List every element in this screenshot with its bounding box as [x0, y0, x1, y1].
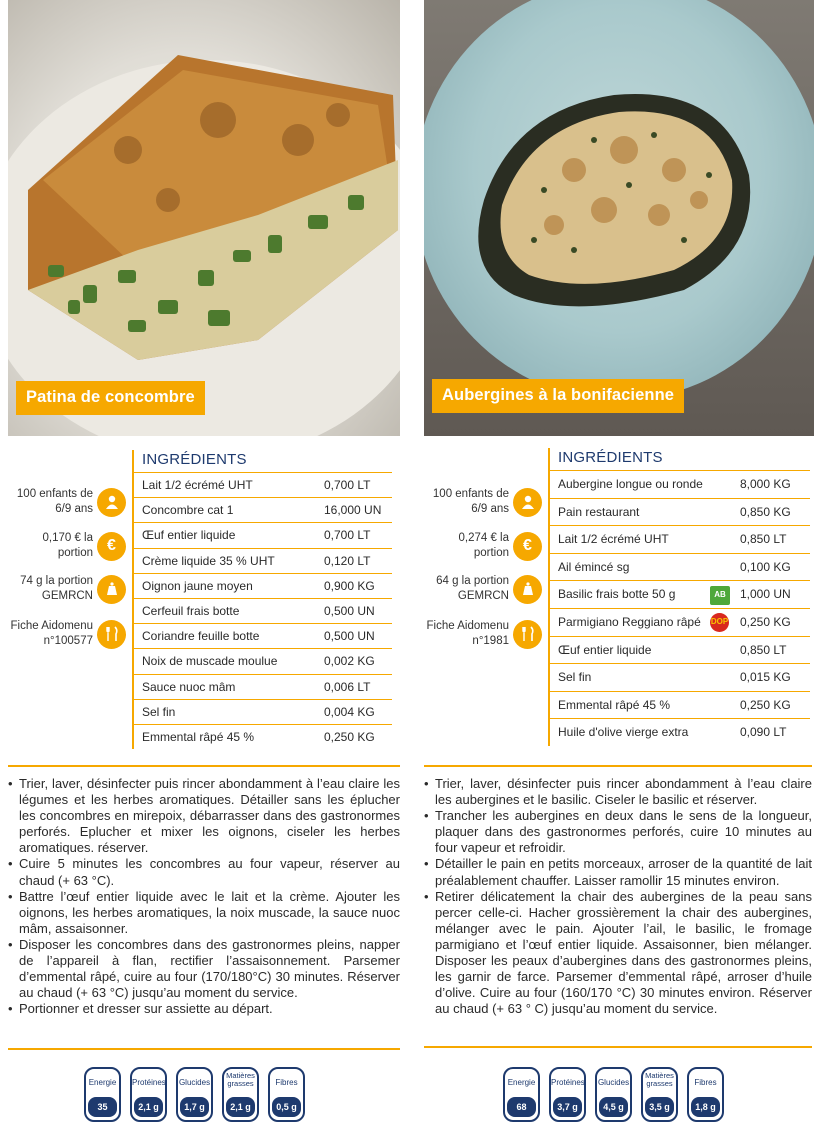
nutrition-item — [84, 1067, 121, 1132]
ingredient-quantity: 0,250 KG — [740, 697, 791, 712]
meta-fiche-text: Fiche Aidomenu n°100577 — [10, 620, 93, 647]
preparation-step: • Retirer délicatement la chair des aubergines de la peau sans percer celle-ci. Hacher grossièrement la chair des aubergines, mélanger avec le pain. Ajouter l’ail, le basilic, le fromage parmigiano et l’œuf entier liquide. Assaisonner, bien mélanger. Disposer les peaux d’aubergines dans des gastronormes pleins, les garnir de farce. Parsemer d’emmental râpé, arroser d’huile d’olive. Cuire au four (160/170 °C) 30 minutes environ. Réserver au chaud (+ 63 ° C) jusqu’au moment du service. — [424, 889, 812, 1018]
preparation-step: • Disposer les concombres dans des gastronormes pleins, napper de l’appareil à flan, rectifier l’assaisonnement. Parsemer d’emmental râpé, cuire au four (170/180°C) 30 minutes. Réserver au chaud (+ 63 °C) jusqu’au moment du service. — [8, 937, 400, 1001]
ingredient-quantity: 0,700 LT — [324, 528, 371, 543]
preparation-step: • Battre l’œuf entier liquide avec le lait et la crème. Ajouter les oignons, les herbes aromatiques, la noix muscade, la sauce nuoc mâm, assaisonner. — [8, 889, 400, 937]
children-icon — [97, 488, 126, 517]
preparation-steps — [424, 765, 812, 1017]
ingredient-row — [550, 525, 810, 553]
nutrition-item — [222, 1067, 259, 1122]
recipe-photo-patina — [8, 0, 400, 436]
nutrition-value: 35 kcal — [88, 1097, 117, 1117]
ingredient-row — [134, 623, 392, 648]
ingredient-name: Aubergine longue ou ronde — [558, 477, 703, 491]
ingredients-title: INGRÉDIENTS — [558, 449, 663, 466]
ingredient-row — [550, 608, 810, 636]
nutrition-value: 3,5 g — [645, 1097, 674, 1117]
meta-price-text: 0,170 € la portion — [42, 532, 93, 559]
ingredient-quantity: 16,000 UN — [324, 503, 382, 518]
ingredient-name: Crème liquide 35 % UHT — [142, 553, 275, 568]
meta-portion-text: 74 g la portion GEMRCN — [20, 575, 93, 602]
nutrition-item — [503, 1067, 540, 1132]
nutrition-value: 1,8 g — [691, 1097, 720, 1117]
children-icon — [513, 488, 542, 517]
preparation-step: • Détailler le pain en petits morceaux, arroser de la quantité de lait préalablement chauffer. Laisser ramollir 15 minutes environ. — [424, 856, 812, 888]
recipe-card-aubergines — [424, 0, 814, 1132]
nutrition-label: Energie — [88, 1078, 117, 1087]
recipe-info — [8, 436, 400, 746]
recipe-info — [424, 436, 814, 746]
ingredients-title: INGRÉDIENTS — [142, 451, 247, 468]
ingredient-quantity: 8,000 KG — [740, 477, 791, 491]
nutrition-value: 2,1 g — [226, 1097, 255, 1117]
ingredient-name: Emmental râpé 45 % — [142, 729, 255, 744]
ingredient-quantity: 0,250 KG — [740, 614, 791, 629]
ingredient-name: Concombre cat 1 — [142, 503, 234, 518]
ingredient-row — [134, 573, 392, 598]
ingredient-name: Sauce nuoc mâm — [142, 679, 236, 694]
nutrition-value: 68 kcal — [507, 1097, 536, 1117]
ingredient-name: Coriandre feuille botte — [142, 629, 260, 644]
scale-icon — [513, 575, 542, 604]
ingredient-name: Sel fin — [558, 670, 592, 685]
ingredient-quantity: 0,015 KG — [740, 670, 791, 685]
ingredient-quantity: 0,004 KG — [324, 704, 375, 719]
patina-dish-image — [8, 0, 400, 436]
meta-fiche — [5, 619, 126, 649]
meta-price-text: 0,274 € la portion — [458, 532, 509, 559]
ingredient-row — [134, 699, 392, 724]
nutrition-item — [687, 1067, 724, 1122]
ingredient-quantity: 0,120 LT — [324, 553, 371, 568]
ingredient-quantity: 0,850 KG — [740, 504, 791, 519]
preparation-steps — [8, 765, 400, 1017]
ingredient-quantity: 0,700 LT — [324, 478, 371, 492]
ingredient-quantity: 0,006 LT — [324, 679, 371, 694]
ingredient-quantity: 0,850 LT — [740, 642, 787, 657]
ingredients-list — [132, 450, 392, 749]
ingredient-name: Cerfeuil frais botte — [142, 603, 240, 618]
recipe-card-patina — [8, 0, 400, 1132]
ingredient-name: Parmigiano Reggiano râpé — [558, 614, 701, 629]
meta-fiche-text: Fiche Aidomenu n°1981 — [426, 620, 509, 647]
ingredient-quantity: 1,000 UN — [740, 587, 791, 602]
ingredient-quantity: 0,250 KG — [324, 729, 375, 744]
dop-label-icon: DOP — [710, 613, 729, 632]
nutrition-label: Glucides — [597, 1078, 630, 1087]
nutrition-label: Protéines — [551, 1078, 585, 1087]
nutrition-value: 1,7 g — [180, 1097, 209, 1117]
ingredient-name: Œuf entier liquide — [558, 642, 652, 657]
meta-portion-text: 64 g la portion GEMRCN — [436, 575, 509, 602]
ingredient-quantity: 0,500 UN — [324, 629, 375, 644]
preparation-step: • Cuire 5 minutes les concombres au four vapeur, réserver au chaud (+ 63 °C). — [8, 856, 400, 888]
ingredient-row — [134, 724, 392, 749]
preparation-step: • Portionner et dresser sur assiette au départ. — [8, 1001, 400, 1017]
ingredient-row — [134, 472, 392, 497]
meta-portion — [9, 574, 126, 604]
ingredient-name: Noix de muscade moulue — [142, 654, 278, 669]
ingredient-quantity: 0,850 LT — [740, 532, 787, 547]
ingredient-row — [134, 522, 392, 547]
meta-children-text: 100 enfants de 6/9 ans — [432, 488, 509, 515]
ingredient-quantity: 0,500 UN — [324, 603, 375, 618]
ingredient-row — [550, 636, 810, 664]
ingredient-row — [134, 648, 392, 673]
cutlery-icon — [513, 620, 542, 649]
meta-children — [3, 487, 126, 517]
nutrition-label: Fibres — [694, 1078, 717, 1087]
ingredient-name: Sel fin — [142, 704, 176, 719]
meta-children — [419, 487, 542, 517]
ingredient-name: Pain restaurant — [558, 504, 640, 519]
euro-icon: € — [97, 532, 126, 561]
ingredient-name: Basilic frais botte 50 g — [558, 587, 676, 602]
nutrition-item — [549, 1067, 586, 1122]
recipe-photo-aubergines — [424, 0, 814, 436]
ingredient-quantity: 0,090 LT — [740, 725, 787, 740]
nutrition-item — [130, 1067, 167, 1122]
nutrition-item — [268, 1067, 305, 1122]
ingredient-row — [550, 663, 810, 691]
nutrition-panel — [503, 1067, 733, 1132]
ingredient-row — [550, 580, 810, 608]
meta-price — [25, 531, 126, 561]
nutrition-item — [641, 1067, 678, 1122]
meta-portion — [425, 574, 542, 604]
ingredient-row — [550, 691, 810, 719]
nutrition-label: Protéines — [132, 1078, 166, 1087]
divider — [8, 1048, 400, 1050]
ingredient-name: Emmental râpé 45 % — [558, 697, 671, 712]
nutrition-value: 3,7 g — [553, 1097, 582, 1117]
organic-ab-icon: AB — [710, 586, 730, 605]
nutrition-label: Matières grasses — [645, 1071, 674, 1088]
ingredient-name: Huile d'olive vierge extra — [558, 725, 689, 740]
recipe-title: Aubergines à la bonifacienne — [432, 379, 684, 413]
meta-price — [441, 531, 542, 561]
nutrition-label: Matières grasses — [226, 1071, 255, 1088]
meta-children-text: 100 enfants de 6/9 ans — [16, 488, 93, 515]
ingredient-row — [550, 553, 810, 581]
euro-icon: € — [513, 532, 542, 561]
nutrition-label: Glucides — [178, 1078, 211, 1087]
ingredient-quantity: 0,002 KG — [324, 654, 375, 669]
nutrition-item — [595, 1067, 632, 1122]
ingredients-list — [548, 448, 810, 746]
ingredient-name: Œuf entier liquide — [142, 528, 236, 543]
nutrition-label: Fibres — [275, 1078, 298, 1087]
ingredient-name: Ail émincé sg — [558, 559, 630, 574]
ingredient-row — [134, 598, 392, 623]
ingredient-row — [134, 674, 392, 699]
ingredient-row — [134, 497, 392, 522]
ingredient-quantity: 0,900 KG — [324, 578, 375, 593]
nutrition-label: Energie — [507, 1078, 536, 1087]
nutrition-item — [176, 1067, 213, 1122]
ingredient-quantity: 0,100 KG — [740, 559, 791, 574]
ingredient-row — [550, 470, 810, 498]
meta-fiche — [421, 619, 542, 649]
nutrition-value: 4,5 g — [599, 1097, 628, 1117]
cutlery-icon — [97, 620, 126, 649]
aubergines-dish-image — [424, 0, 814, 436]
preparation-step: • Trancher les aubergines en deux dans le sens de la longueur, plaquer dans des gastronormes perforés, cuire 10 minutes au four vapeur et refroidir. — [424, 808, 812, 856]
ingredient-name: Oignon jaune moyen — [142, 578, 253, 593]
divider — [424, 1046, 812, 1048]
nutrition-value: 0,5 g — [272, 1097, 301, 1117]
nutrition-value: 2,1 g — [134, 1097, 163, 1117]
ingredient-name: Lait 1/2 écrémé UHT — [558, 532, 669, 547]
nutrition-panel — [84, 1067, 314, 1132]
ingredient-row — [134, 548, 392, 573]
recipe-title: Patina de concombre — [16, 381, 205, 415]
ingredient-name: Lait 1/2 écrémé UHT — [142, 478, 253, 492]
ingredient-row — [550, 718, 810, 746]
ingredient-row — [550, 498, 810, 526]
preparation-step: • Trier, laver, désinfecter puis rincer abondamment à l’eau claire les aubergines et le basilic. Ciseler le basilic et réserver. — [424, 776, 812, 808]
scale-icon — [97, 575, 126, 604]
preparation-step: • Trier, laver, désinfecter puis rincer abondamment à l’eau claire les légumes et les herbes aromatiques. Détailler sans les éplucher les concombres en mirepoix, débarrasser dans des gastronormes perforés. Eplucher et mixer les oignons, ciseler les herbes aromatiques. réserver. — [8, 776, 400, 856]
